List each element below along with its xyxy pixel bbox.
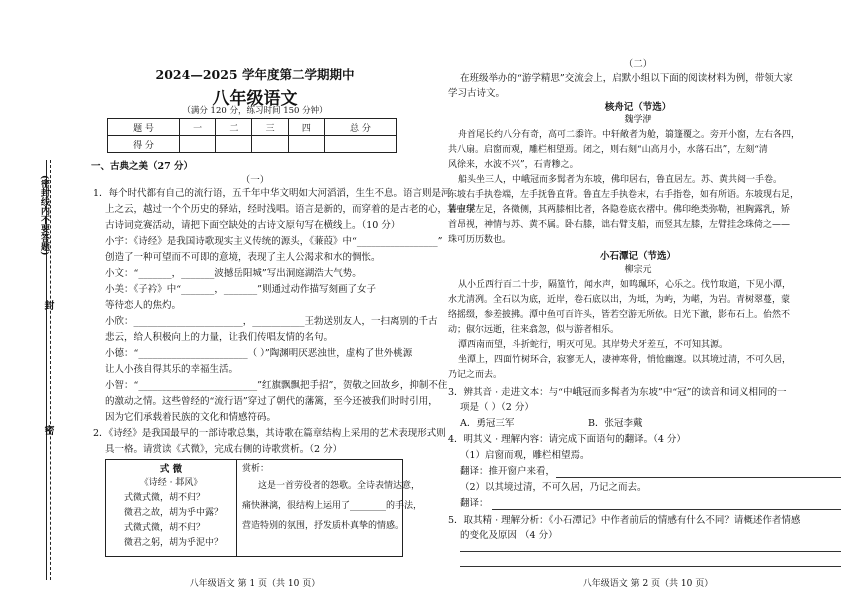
- question-line: 项是（ ）（2 分）: [460, 402, 534, 413]
- text1-author: 魏学洢: [624, 115, 652, 125]
- translation-label: 翻译：推开窗户来看，: [460, 466, 556, 477]
- poem-box: [105, 459, 423, 557]
- seal-notice: (密封线内不要答题): [39, 175, 49, 256]
- score-cell[interactable]: [216, 136, 252, 153]
- analysis-line: 痛快淋漓，很结构上运用了________的手法，: [242, 501, 423, 511]
- question-line: 上之云，越过一个个历史的驿站，经时浅唱。语言是新的，而穿着的是古老的心，某中学: [105, 204, 476, 215]
- text1-line: 首昂视，神情与苏、黄不属。卧右膝，诎右臂支船，而竖其左膝，左臂挂念珠倚之——: [448, 220, 791, 230]
- text2-line: 动；俶尔远逝，往来翕忽，似与游者相乐。: [448, 325, 620, 335]
- text2-line: 从小丘西行百二十步，隔篁竹，闻水声，如鸣珮环，心乐之。伐竹取道，下见小潭，: [458, 280, 792, 290]
- score-table-row: [108, 136, 397, 153]
- score-cell[interactable]: [288, 136, 324, 153]
- part-heading: （二）: [623, 59, 653, 70]
- score-cell: 一: [180, 119, 216, 136]
- question-line: 5．取其精 · 理解分析：《小石潭记》中作者前后的情感有什么不同？请概述作者情感: [448, 515, 801, 526]
- poem-divider: [236, 460, 237, 556]
- poem-line: 微君之故，胡为乎中露？: [124, 508, 224, 518]
- score-cell: 四: [288, 119, 324, 136]
- question-line: 小欣：_______________________，___________王勃送别友人，一扫离别的千古: [105, 316, 438, 327]
- seal-label-b: 密: [42, 425, 53, 435]
- score-cell[interactable]: [252, 136, 288, 153]
- option-b[interactable]: B．张冠李戴: [588, 418, 643, 429]
- seal-margin: [0, 0, 80, 609]
- text2-line: 乃记之而去。: [448, 370, 503, 380]
- exam-title: 2024—2025 学年度第二学期期中: [155, 67, 355, 82]
- text1-line: 珠可历历数也。: [448, 235, 512, 245]
- score-cell: 得 分: [108, 136, 180, 153]
- exam-subtitle: （满分 120 分，练习时间 150 分钟）: [182, 106, 328, 116]
- exam-subject: 八年级语文: [212, 89, 298, 109]
- intro-line: 在班级举办的“游学精思”交流会上，启默小组以下面的阅读材料为例，带领大家: [460, 73, 793, 84]
- text2-line: 络摇缀，参差披拂。潭中鱼可百许头，皆若空游无所依。日光下澈，影布石上。佁然不: [448, 310, 791, 320]
- poem-title: 式 微: [159, 464, 183, 475]
- question-line: 创造了一种可望而不可即的意境，表现了主人公渴求和水的惆怅。: [105, 252, 381, 263]
- question-line: 3．辨其音 · 走进文本：与“中峨冠而多髯者为东坡”中“冠”的读音和词义相同的一: [448, 387, 787, 398]
- question-line: 的变化及原因 （4 分）: [460, 530, 558, 541]
- seal-label-a: 封: [42, 300, 53, 310]
- question-line: 2．《诗经》是我国最早的一部诗歌总集，其诗歌在篇章结构上采用的艺术表现形式则: [93, 428, 446, 439]
- question-line: 小宇：《诗经》是我国诗歌现实主义传统的源头，《蒹葭》中“_________________”: [105, 236, 443, 247]
- question-line: 4．明其义 · 理解内容：请完成下面语句的翻译。（4 分）: [448, 434, 686, 445]
- text1-line: 舟首尾长约八分有奇，高可二黍许。中轩敞者为舱，篛篷覆之。旁开小窗，左右各四，: [458, 130, 801, 140]
- text1-line: 东坡右手执卷端，左手抚鲁直背。鲁直左手执卷末，右手指卷，如有所语。东坡现右足，: [448, 190, 800, 200]
- score-cell[interactable]: [180, 136, 216, 153]
- answer-line[interactable]: [460, 551, 841, 552]
- section-heading: 一、古典之美（27 分）: [91, 161, 194, 172]
- text1-line: 共八扇。启窗而观，雕栏相望焉。闭之，则右刻“山高月小，水落石出”，左刻“清: [448, 145, 768, 155]
- translation-label: 翻译：: [460, 498, 489, 509]
- text1-line: 风徐来，水波不兴”，石青糁之。: [448, 160, 579, 170]
- question-line: 悲云，给人积极向上的力量，让我们传唱友情的名句。: [105, 332, 334, 343]
- question-line: 因为它们承载着民族的文化和情感符码。: [105, 412, 277, 423]
- score-table-header: [108, 119, 397, 136]
- text2-line: 潭西南而望，斗折蛇行，明灭可见。其岸势犬牙差互，不可知其源。: [458, 340, 729, 350]
- analysis-label: 赏析：: [242, 464, 270, 474]
- text1-line: 鲁直现左足，各微侧，其两膝相比者，各隐卷底衣褶中。佛印绝类弥勒，袒胸露乳，矫: [448, 205, 791, 215]
- page-footer: 八年级语文 第 2 页（共 10 页）: [582, 579, 714, 589]
- question-line: 等待恋人的焦灼。: [105, 300, 182, 311]
- answer-line[interactable]: [492, 509, 841, 510]
- question-line: 1．每个时代都有自己的流行语，五千年中华文明如大河滔滔，生生不息。语言则是河: [93, 188, 451, 199]
- poem-line: 式微式微，胡不归？: [124, 523, 206, 533]
- score-table: [107, 118, 397, 153]
- question-item: （1）启窗而观，雕栏相望焉。: [460, 450, 590, 461]
- page-2: [448, 0, 848, 609]
- text1-title: 核舟记（节选）: [604, 102, 672, 113]
- question-item: （2）以其境过清，不可久居，乃记之而去。: [460, 482, 647, 493]
- score-cell: 二: [216, 119, 252, 136]
- part-heading: （一）: [240, 175, 270, 186]
- answer-line[interactable]: [556, 477, 841, 478]
- poem-source: 《诗经 · 邶风》: [139, 478, 203, 488]
- text1-line: 船头坐三人，中峨冠而多髯者为东坡，佛印居右，鲁直居左。苏、黄共阅一手卷。: [458, 175, 783, 185]
- text2-title: 小石潭记（节选）: [599, 251, 676, 262]
- text2-line: 坐潭上，四面竹树环合，寂寥无人，凄神寒骨，悄怆幽邃。以其境过清，不可久居，: [458, 355, 792, 365]
- poem-line: 微君之躬，胡为乎泥中？: [124, 538, 224, 548]
- question-line: 古诗词竞赛活动，请把下面空缺处的古诗文原句写在横线上。（10 分）: [105, 220, 401, 231]
- question-line: 让人小孩自得其乐的幸福生活。: [105, 364, 239, 375]
- poem-line: 式微式微，胡不归？: [124, 493, 206, 503]
- analysis-line: 营造特别的氛围，抒发质朴真挚的情感。: [242, 521, 405, 531]
- question-line: 小智：“_________________________”红旗飘飘把手招”，贺敬之回故乡，抑制不住: [105, 380, 448, 391]
- analysis-line: 这是一首劳役者的怨歌。全诗表情达意，: [258, 481, 421, 491]
- score-cell: 三: [252, 119, 288, 136]
- question-line: 小德：“_______________________（ ）”陶渊明厌恶浊世，虚构了世外桃源: [105, 348, 413, 359]
- score-cell: 总 分: [324, 119, 396, 136]
- page-footer: 八年级语文 第 1 页（共 10 页）: [189, 579, 321, 589]
- option-a[interactable]: A．勇冠三军: [460, 418, 515, 429]
- text2-line: 水尤清冽。全石以为底，近岸，卷石底以出，为坻，为屿，为嵁，为岩。青树翠蔓，蒙: [448, 295, 791, 305]
- question-line: 具一格。请赏读《式微》，完成右侧的诗歌赏析。（2 分）: [105, 444, 343, 455]
- question-line: 小文：“_______，_______波撼岳阳城”写出洞庭湖浩大气势。: [105, 268, 362, 279]
- question-line: 小美：《子衿》中“_______，_______”则通过动作描写刻画了女子: [105, 284, 376, 295]
- question-line: 的激动之情。这些曾经的“流行语”穿过了朝代的藩篱，至今还被我们时时引用，: [105, 396, 438, 407]
- text2-author: 柳宗元: [624, 265, 652, 275]
- score-cell[interactable]: [324, 136, 396, 153]
- score-cell: 题 号: [108, 119, 180, 136]
- answer-line[interactable]: [460, 566, 841, 567]
- intro-line: 学习古诗文。: [448, 88, 506, 99]
